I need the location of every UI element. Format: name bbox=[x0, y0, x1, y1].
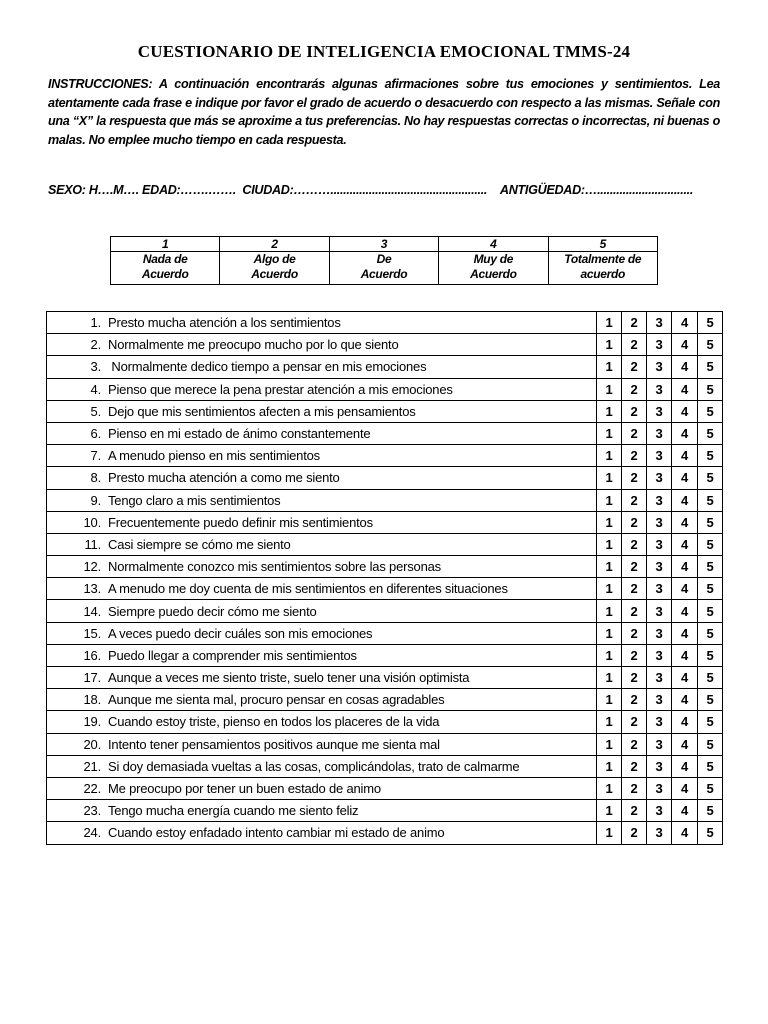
item-statement bbox=[47, 400, 597, 422]
item-number: 12. bbox=[83, 559, 101, 575]
answer-option-4[interactable]: 4 bbox=[672, 400, 698, 422]
answer-option-4[interactable]: 4 bbox=[672, 600, 698, 622]
answer-option-2[interactable]: 2 bbox=[622, 533, 647, 555]
answer-option-1[interactable]: 1 bbox=[597, 755, 622, 777]
answer-option-1[interactable]: 1 bbox=[597, 533, 622, 555]
item-statement bbox=[47, 755, 597, 777]
answer-option-5[interactable]: 5 bbox=[698, 800, 723, 822]
answer-option-5[interactable]: 5 bbox=[698, 777, 723, 799]
item-statement bbox=[47, 578, 597, 600]
answer-option-5[interactable]: 5 bbox=[698, 445, 723, 467]
item-statement bbox=[47, 334, 597, 356]
scale-label bbox=[329, 252, 438, 285]
questionnaire-table bbox=[46, 311, 723, 845]
item-statement bbox=[47, 467, 597, 489]
answer-option-1[interactable]: 1 bbox=[597, 578, 622, 600]
item-text: Normalmente conozco mis sentimientos sobre las personas bbox=[108, 559, 441, 575]
answer-option-2[interactable]: 2 bbox=[622, 511, 647, 533]
answer-option-5[interactable]: 5 bbox=[698, 755, 723, 777]
item-text: Cuando estoy triste, pienso en todos los placeres de la vida bbox=[108, 714, 440, 730]
item-statement bbox=[47, 822, 597, 844]
answer-option-5[interactable]: 5 bbox=[698, 600, 723, 622]
answer-option-1[interactable]: 1 bbox=[597, 511, 622, 533]
answer-option-2[interactable]: 2 bbox=[622, 800, 647, 822]
answer-option-4[interactable]: 4 bbox=[672, 334, 698, 356]
answer-option-4[interactable]: 4 bbox=[672, 689, 698, 711]
scale-label-line: De bbox=[376, 252, 392, 266]
table-row bbox=[47, 556, 723, 578]
answer-option-5[interactable]: 5 bbox=[698, 489, 723, 511]
item-number: 15. bbox=[83, 625, 101, 641]
answer-option-1[interactable]: 1 bbox=[597, 689, 622, 711]
item-statement bbox=[47, 445, 597, 467]
answer-option-4[interactable]: 4 bbox=[672, 578, 698, 600]
table-row bbox=[47, 467, 723, 489]
item-statement bbox=[47, 711, 597, 733]
item-text: Cuando estoy enfadado intento cambiar mi estado de animo bbox=[108, 825, 445, 841]
table-row bbox=[47, 356, 723, 378]
item-statement bbox=[47, 689, 597, 711]
table-row bbox=[47, 578, 723, 600]
page-title: CUESTIONARIO DE INTELIGENCIA EMOCIONAL TMMS-24 bbox=[137, 42, 631, 61]
item-text: Pienso en mi estado de ánimo constantemente bbox=[108, 426, 371, 442]
answer-option-2[interactable]: 2 bbox=[622, 489, 647, 511]
item-text: Pienso que merece la pena prestar atención a mis emociones bbox=[108, 381, 453, 397]
scale-number: 5 bbox=[548, 237, 657, 252]
item-text: Presto mucha atención a los sentimientos bbox=[108, 315, 341, 331]
answer-option-2[interactable]: 2 bbox=[622, 356, 647, 378]
table-row bbox=[47, 533, 723, 555]
answer-option-1[interactable]: 1 bbox=[597, 733, 622, 755]
answer-option-4[interactable]: 4 bbox=[672, 511, 698, 533]
answer-option-4[interactable]: 4 bbox=[672, 800, 698, 822]
answer-option-5[interactable]: 5 bbox=[698, 822, 723, 844]
answer-option-3[interactable]: 3 bbox=[647, 733, 672, 755]
answer-option-3[interactable]: 3 bbox=[647, 600, 672, 622]
answer-option-3[interactable]: 3 bbox=[647, 622, 672, 644]
sexo-edad-field[interactable]: SEXO: H….M…. EDAD:…….……. bbox=[48, 183, 237, 197]
item-statement bbox=[47, 378, 597, 400]
table-row bbox=[47, 600, 723, 622]
answer-option-4[interactable]: 4 bbox=[672, 489, 698, 511]
answer-option-3[interactable]: 3 bbox=[647, 378, 672, 400]
table-row bbox=[47, 378, 723, 400]
answer-option-5[interactable]: 5 bbox=[698, 378, 723, 400]
answer-option-1[interactable]: 1 bbox=[597, 622, 622, 644]
answer-option-1[interactable]: 1 bbox=[597, 334, 622, 356]
table-row bbox=[47, 777, 723, 799]
answer-option-5[interactable]: 5 bbox=[698, 422, 723, 444]
item-text: Me preocupo por tener un buen estado de animo bbox=[108, 781, 381, 797]
table-row bbox=[47, 400, 723, 422]
answer-option-3[interactable]: 3 bbox=[647, 445, 672, 467]
item-number: 21. bbox=[83, 758, 101, 774]
answer-option-1[interactable]: 1 bbox=[597, 378, 622, 400]
answer-option-4[interactable]: 4 bbox=[672, 622, 698, 644]
answer-option-3[interactable]: 3 bbox=[647, 800, 672, 822]
answer-option-4[interactable]: 4 bbox=[672, 422, 698, 444]
answer-option-3[interactable]: 3 bbox=[647, 489, 672, 511]
item-text: Aunque me sienta mal, procuro pensar en cosas agradables bbox=[108, 692, 445, 708]
item-number: 4. bbox=[90, 381, 101, 397]
item-text: Dejo que mis sentimientos afecten a mis pensamientos bbox=[108, 403, 416, 419]
answer-option-2[interactable]: 2 bbox=[622, 578, 647, 600]
answer-option-3[interactable]: 3 bbox=[647, 312, 672, 334]
table-row bbox=[47, 800, 723, 822]
item-text: Frecuentemente puedo definir mis sentimientos bbox=[108, 514, 373, 530]
answer-option-1[interactable]: 1 bbox=[597, 445, 622, 467]
answer-option-4[interactable]: 4 bbox=[672, 711, 698, 733]
answer-option-2[interactable]: 2 bbox=[622, 312, 647, 334]
item-statement bbox=[47, 644, 597, 666]
answer-option-3[interactable]: 3 bbox=[647, 822, 672, 844]
scale-label-line: Acuerdo bbox=[360, 267, 408, 281]
item-number: 11. bbox=[84, 536, 101, 552]
item-number: 5. bbox=[90, 403, 101, 419]
answer-option-1[interactable]: 1 bbox=[597, 822, 622, 844]
scale-number: 2 bbox=[220, 237, 329, 252]
item-statement bbox=[47, 422, 597, 444]
item-number: 20. bbox=[83, 736, 101, 752]
item-number: 6. bbox=[90, 426, 101, 442]
answer-option-3[interactable]: 3 bbox=[647, 689, 672, 711]
item-number: 13. bbox=[83, 581, 101, 597]
item-number: 7. bbox=[90, 448, 101, 464]
answer-option-5[interactable]: 5 bbox=[698, 467, 723, 489]
ciudad-field[interactable]: CIUDAD:………................................................. bbox=[242, 183, 488, 197]
table-row bbox=[47, 733, 723, 755]
table-row bbox=[47, 711, 723, 733]
answer-option-3[interactable]: 3 bbox=[647, 511, 672, 533]
item-statement bbox=[47, 489, 597, 511]
answer-option-3[interactable]: 3 bbox=[647, 400, 672, 422]
answer-option-4[interactable]: 4 bbox=[672, 733, 698, 755]
scale-label bbox=[439, 252, 548, 285]
item-number: 16. bbox=[83, 647, 101, 663]
answer-option-5[interactable]: 5 bbox=[698, 400, 723, 422]
item-text: Presto mucha atención a como me siento bbox=[108, 470, 340, 486]
answer-option-2[interactable]: 2 bbox=[622, 400, 647, 422]
item-statement bbox=[47, 622, 597, 644]
answer-option-5[interactable]: 5 bbox=[698, 644, 723, 666]
scale-label-line: Algo de bbox=[253, 252, 296, 266]
answer-option-1[interactable]: 1 bbox=[597, 644, 622, 666]
answer-option-5[interactable]: 5 bbox=[698, 578, 723, 600]
answer-option-4[interactable]: 4 bbox=[672, 644, 698, 666]
answer-option-4[interactable]: 4 bbox=[672, 556, 698, 578]
answer-option-5[interactable]: 5 bbox=[698, 334, 723, 356]
item-number: 9. bbox=[90, 492, 101, 508]
item-text: A menudo me doy cuenta de mis sentimientos en diferentes situaciones bbox=[108, 581, 508, 597]
answer-option-3[interactable]: 3 bbox=[647, 644, 672, 666]
answer-option-3[interactable]: 3 bbox=[647, 533, 672, 555]
answer-option-2[interactable]: 2 bbox=[622, 644, 647, 666]
answer-option-1[interactable]: 1 bbox=[597, 777, 622, 799]
table-row bbox=[47, 622, 723, 644]
answer-option-5[interactable]: 5 bbox=[698, 533, 723, 555]
answer-option-1[interactable]: 1 bbox=[597, 312, 622, 334]
answer-option-3[interactable]: 3 bbox=[647, 578, 672, 600]
item-text: Intento tener pensamientos positivos aunque me sienta mal bbox=[108, 736, 440, 752]
answer-option-5[interactable]: 5 bbox=[698, 689, 723, 711]
answer-option-1[interactable]: 1 bbox=[597, 800, 622, 822]
table-row bbox=[47, 489, 723, 511]
answer-option-4[interactable]: 4 bbox=[672, 533, 698, 555]
item-text: Aunque a veces me siento triste, suelo tener una visión optimista bbox=[108, 670, 470, 686]
scale-number: 3 bbox=[329, 237, 438, 252]
answer-option-2[interactable]: 2 bbox=[622, 777, 647, 799]
item-number: 8. bbox=[90, 470, 101, 486]
table-row bbox=[47, 445, 723, 467]
item-number: 10. bbox=[83, 514, 101, 530]
answer-option-2[interactable]: 2 bbox=[622, 822, 647, 844]
answer-option-2[interactable]: 2 bbox=[622, 422, 647, 444]
answer-option-3[interactable]: 3 bbox=[647, 556, 672, 578]
item-number: 17. bbox=[83, 670, 101, 686]
item-text: Tengo claro a mis sentimientos bbox=[108, 492, 281, 508]
answer-option-3[interactable]: 3 bbox=[647, 777, 672, 799]
answer-option-1[interactable]: 1 bbox=[597, 489, 622, 511]
item-number: 2. bbox=[90, 337, 101, 353]
answer-option-5[interactable]: 5 bbox=[698, 622, 723, 644]
scale-label-line: Nada de bbox=[142, 252, 188, 266]
item-text: A menudo pienso en mis sentimientos bbox=[108, 448, 320, 464]
answer-option-2[interactable]: 2 bbox=[622, 467, 647, 489]
answer-option-4[interactable]: 4 bbox=[672, 445, 698, 467]
answer-option-5[interactable]: 5 bbox=[698, 733, 723, 755]
table-row bbox=[47, 667, 723, 689]
answer-option-2[interactable]: 2 bbox=[622, 755, 647, 777]
scale-label-line: Acuerdo bbox=[470, 267, 517, 281]
scale-label bbox=[111, 252, 220, 285]
answer-option-2[interactable]: 2 bbox=[622, 378, 647, 400]
table-row bbox=[47, 644, 723, 666]
scale-number: 1 bbox=[111, 237, 220, 252]
item-number: 3. bbox=[90, 359, 101, 375]
table-row bbox=[47, 312, 723, 334]
table-row bbox=[47, 422, 723, 444]
item-statement bbox=[47, 533, 597, 555]
item-statement bbox=[47, 511, 597, 533]
answer-option-2[interactable]: 2 bbox=[622, 667, 647, 689]
answer-option-2[interactable]: 2 bbox=[622, 711, 647, 733]
answer-option-2[interactable]: 2 bbox=[622, 622, 647, 644]
answer-option-1[interactable]: 1 bbox=[597, 667, 622, 689]
item-text: Normalmente me preocupo mucho por lo que siento bbox=[108, 337, 399, 353]
item-text: Casi siempre se cómo me siento bbox=[108, 536, 291, 552]
scale-label-line: acuerdo bbox=[580, 267, 626, 281]
answer-option-5[interactable]: 5 bbox=[698, 556, 723, 578]
scale-number: 4 bbox=[439, 237, 548, 252]
answer-option-3[interactable]: 3 bbox=[647, 667, 672, 689]
answer-option-3[interactable]: 3 bbox=[647, 711, 672, 733]
answer-option-5[interactable]: 5 bbox=[698, 356, 723, 378]
antiguedad-field[interactable]: ANTIGÜEDAD:….............................. bbox=[499, 183, 694, 197]
answer-option-2[interactable]: 2 bbox=[622, 689, 647, 711]
scale-label-line: Totalmente de bbox=[564, 252, 642, 266]
answer-option-4[interactable]: 4 bbox=[672, 755, 698, 777]
scale-label bbox=[220, 252, 329, 285]
item-statement bbox=[47, 733, 597, 755]
answer-option-1[interactable]: 1 bbox=[597, 600, 622, 622]
answer-option-4[interactable]: 4 bbox=[672, 356, 698, 378]
item-statement bbox=[47, 800, 597, 822]
answer-option-4[interactable]: 4 bbox=[672, 378, 698, 400]
table-row bbox=[47, 822, 723, 844]
answer-option-2[interactable]: 2 bbox=[622, 445, 647, 467]
item-statement bbox=[47, 356, 597, 378]
answer-option-4[interactable]: 4 bbox=[672, 822, 698, 844]
answer-option-5[interactable]: 5 bbox=[698, 711, 723, 733]
item-number: 18. bbox=[83, 692, 101, 708]
answer-option-1[interactable]: 1 bbox=[597, 711, 622, 733]
item-number: 1. bbox=[90, 315, 101, 331]
answer-option-4[interactable]: 4 bbox=[672, 667, 698, 689]
answer-option-1[interactable]: 1 bbox=[597, 467, 622, 489]
answer-option-3[interactable]: 3 bbox=[647, 467, 672, 489]
scale-label bbox=[548, 252, 657, 285]
answer-option-4[interactable]: 4 bbox=[672, 312, 698, 334]
respondent-fields bbox=[48, 183, 728, 197]
answer-option-2[interactable]: 2 bbox=[622, 556, 647, 578]
item-text: Normalmente dedico tiempo a pensar en mis emociones bbox=[108, 359, 427, 375]
answer-option-5[interactable]: 5 bbox=[698, 511, 723, 533]
answer-option-3[interactable]: 3 bbox=[647, 755, 672, 777]
answer-option-1[interactable]: 1 bbox=[597, 400, 622, 422]
answer-option-1[interactable]: 1 bbox=[597, 422, 622, 444]
scale-numbers-row bbox=[111, 237, 658, 252]
answer-option-2[interactable]: 2 bbox=[622, 334, 647, 356]
answer-option-3[interactable]: 3 bbox=[647, 334, 672, 356]
item-text: Siempre puedo decir cómo me siento bbox=[108, 603, 317, 619]
item-number: 22. bbox=[83, 781, 101, 797]
scale-label-line: Acuerdo bbox=[251, 267, 298, 281]
answer-option-1[interactable]: 1 bbox=[597, 356, 622, 378]
answer-option-5[interactable]: 5 bbox=[698, 667, 723, 689]
answer-option-3[interactable]: 3 bbox=[647, 356, 672, 378]
table-row bbox=[47, 334, 723, 356]
instructions-paragraph: INSTRUCCIONES: A continuación encontrarás algunas afirmaciones sobre tus emociones y sentimientos. Lea atentamente cada frase e indique por favor el grado de acuerdo o desacuerdo con respecto a las mismas. Señale con una “X” la respuesta que más se aproxime a tus preferencias. No hay respuestas correctas o incorrectas, ni buenas o malas. No emplee mucho tiempo en cada respuesta. bbox=[48, 77, 720, 147]
response-scale-legend bbox=[110, 236, 658, 285]
table-row bbox=[47, 511, 723, 533]
scale-label-line: Muy de bbox=[473, 252, 514, 266]
item-text: Tengo mucha energía cuando me siento feliz bbox=[108, 803, 359, 819]
item-text: Si doy demasiada vueltas a las cosas, complicándolas, trato de calmarme bbox=[108, 758, 520, 774]
scale-label-line: Acuerdo bbox=[141, 267, 189, 281]
table-row bbox=[47, 755, 723, 777]
item-number: 23. bbox=[83, 803, 101, 819]
answer-option-2[interactable]: 2 bbox=[622, 600, 647, 622]
item-number: 19. bbox=[83, 714, 101, 730]
answer-option-1[interactable]: 1 bbox=[597, 556, 622, 578]
item-number: 24. bbox=[83, 825, 101, 841]
item-statement bbox=[47, 777, 597, 799]
answer-option-5[interactable]: 5 bbox=[698, 312, 723, 334]
item-statement bbox=[47, 312, 597, 334]
answer-option-2[interactable]: 2 bbox=[622, 733, 647, 755]
item-statement bbox=[47, 556, 597, 578]
item-number: 14. bbox=[83, 603, 101, 619]
table-row bbox=[47, 689, 723, 711]
item-statement bbox=[47, 600, 597, 622]
item-statement bbox=[47, 667, 597, 689]
item-text: A veces puedo decir cuáles son mis emociones bbox=[108, 625, 373, 641]
item-text: Puedo llegar a comprender mis sentimientos bbox=[108, 647, 357, 663]
scale-labels-row bbox=[111, 252, 658, 285]
answer-option-3[interactable]: 3 bbox=[647, 422, 672, 444]
answer-option-4[interactable]: 4 bbox=[672, 467, 698, 489]
answer-option-4[interactable]: 4 bbox=[672, 777, 698, 799]
